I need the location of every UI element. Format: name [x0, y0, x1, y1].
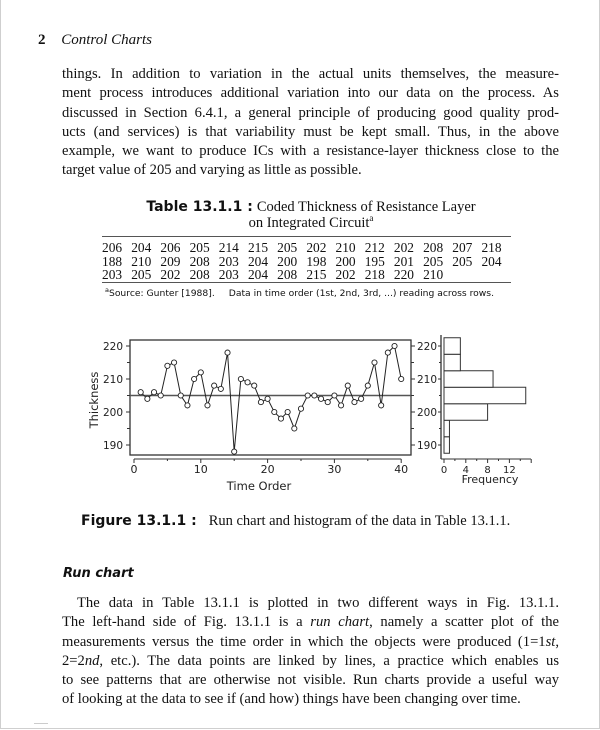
svg-text:0: 0: [130, 463, 138, 476]
paragraph-line: to see patterns that are otherwise not visible. Run charts provide a useful way: [62, 672, 559, 689]
svg-text:0: 0: [440, 465, 448, 476]
paragraph-line: target value of 205 and varying as little as possible.: [62, 162, 362, 179]
svg-text:190: 190: [417, 440, 438, 452]
svg-text:40: 40: [394, 463, 409, 476]
table-cell: 208: [189, 267, 210, 282]
table-cell: 220: [393, 267, 414, 282]
table-cell: 206: [102, 240, 123, 255]
section-heading: Run chart: [63, 566, 134, 581]
table-cell: 198: [306, 253, 327, 269]
table-cell: 212: [364, 240, 385, 255]
table-cell: 215: [247, 240, 269, 255]
table-cell: 202: [160, 267, 181, 282]
svg-text:30: 30: [327, 463, 342, 476]
table-cell: 209: [160, 253, 181, 269]
svg-text:210: 210: [102, 374, 123, 386]
svg-text:210: 210: [417, 374, 438, 386]
table-cell: 210: [423, 267, 444, 282]
table-cell: 203: [218, 253, 239, 269]
table-cell: 202: [393, 240, 414, 255]
svg-text:10: 10: [193, 463, 208, 476]
paragraph-line: things. In addition to variation in the actual units themselves, the measure-: [62, 66, 559, 82]
table-footnote: $^a$Source: Gunter [1988]. Data in time order (1st, 2nd, 3rd, ...) reading across rows.: [105, 286, 495, 300]
table-cell: 205: [189, 240, 210, 255]
paragraph-line: The left-hand side of Fig. 13.1.1 is a run chart, namely a scatter plot of the: [62, 614, 559, 631]
table-cell: 208: [277, 267, 298, 282]
paragraph-line: of looking at the data to see if (and how) things have been changing over time.: [62, 691, 521, 708]
svg-text:4: 4: [462, 465, 469, 476]
table-label: Table 13.1.1 :: [146, 199, 253, 215]
figure-label: Figure 13.1.1 :: [81, 513, 197, 529]
table-cell: 202: [335, 267, 356, 282]
svg-text:12: 12: [503, 465, 516, 476]
table-cell: 203: [102, 267, 123, 282]
table-cell: 205: [452, 253, 473, 269]
svg-text:220: 220: [102, 341, 123, 353]
body-paragraph: [62, 594, 559, 710]
table-cell: 210: [335, 240, 356, 255]
table-caption-line1: Coded Thickness of Resistance Layer: [256, 199, 476, 215]
table-caption-line2: on Integrated Circuit$^a$: [248, 213, 374, 231]
table-cell: 205: [277, 240, 298, 255]
table-cell: 200: [277, 253, 298, 269]
table-cell: 207: [452, 240, 473, 255]
svg-text:Time Order: Time Order: [226, 479, 292, 493]
table-cell: 195: [364, 253, 385, 269]
svg-text:Frequency: Frequency: [461, 473, 519, 486]
paragraph-line: 2=2nd, etc.). The data points are linked by lines, a practice which enables us: [62, 652, 559, 669]
table-cell: 206: [160, 240, 181, 255]
svg-text:220: 220: [417, 341, 438, 353]
paragraph-line: example, we want to produce ICs with a resistance-layer thickness close to the: [62, 143, 559, 160]
page-number: 2: [38, 32, 46, 48]
figure-run-chart-histogram: [1, 0, 600, 500]
table-cell: 203: [218, 267, 239, 282]
table-cell: 218: [481, 240, 502, 255]
table-cell: 202: [306, 240, 327, 255]
paragraph-line: The data in Table 13.1.1 is plotted in two different ways in Fig. 13.1.1.: [77, 595, 559, 611]
paragraph-line: measurements versus the time order in which the objects were produced (1=1st,: [62, 633, 559, 650]
paragraph-line: ucts (and services) is that variability must be kept small. Thus, in the above: [62, 123, 559, 140]
table-cell: 204: [481, 253, 502, 269]
chapter-title: Control Charts: [61, 32, 152, 48]
paragraph-line: discussed in Section 6.4.1, a general principle of producing good quality prod-: [62, 104, 559, 121]
table-cell: 204: [247, 253, 269, 269]
table-cell: 204: [247, 267, 269, 282]
table-cell: 205: [423, 253, 444, 269]
svg-text:8: 8: [484, 465, 491, 476]
figure-caption: [81, 512, 510, 530]
table-cell: 188: [102, 253, 123, 269]
figure-caption-text: Run chart and histogram of the data in Table 13.1.1.: [208, 513, 511, 529]
table-cell: 200: [335, 253, 356, 269]
table-cell: 214: [218, 240, 239, 255]
table-cell: 205: [131, 267, 152, 282]
footer-mark: [34, 723, 48, 724]
svg-text:Thickness: Thickness: [87, 371, 101, 429]
table-cell: 210: [131, 253, 152, 269]
table-cell: 215: [306, 267, 327, 282]
table-cell: 208: [423, 240, 444, 255]
table-cell: 201: [393, 253, 414, 269]
table-cell: 208: [189, 253, 210, 269]
svg-text:190: 190: [102, 440, 123, 452]
table-cell: 204: [131, 240, 152, 255]
svg-text:200: 200: [102, 407, 123, 419]
paragraph-line: ment process introduces additional variation into our data on the process. As: [62, 85, 559, 102]
table-cell: 218: [364, 267, 385, 282]
svg-text:20: 20: [260, 463, 275, 476]
svg-text:200: 200: [417, 407, 438, 419]
